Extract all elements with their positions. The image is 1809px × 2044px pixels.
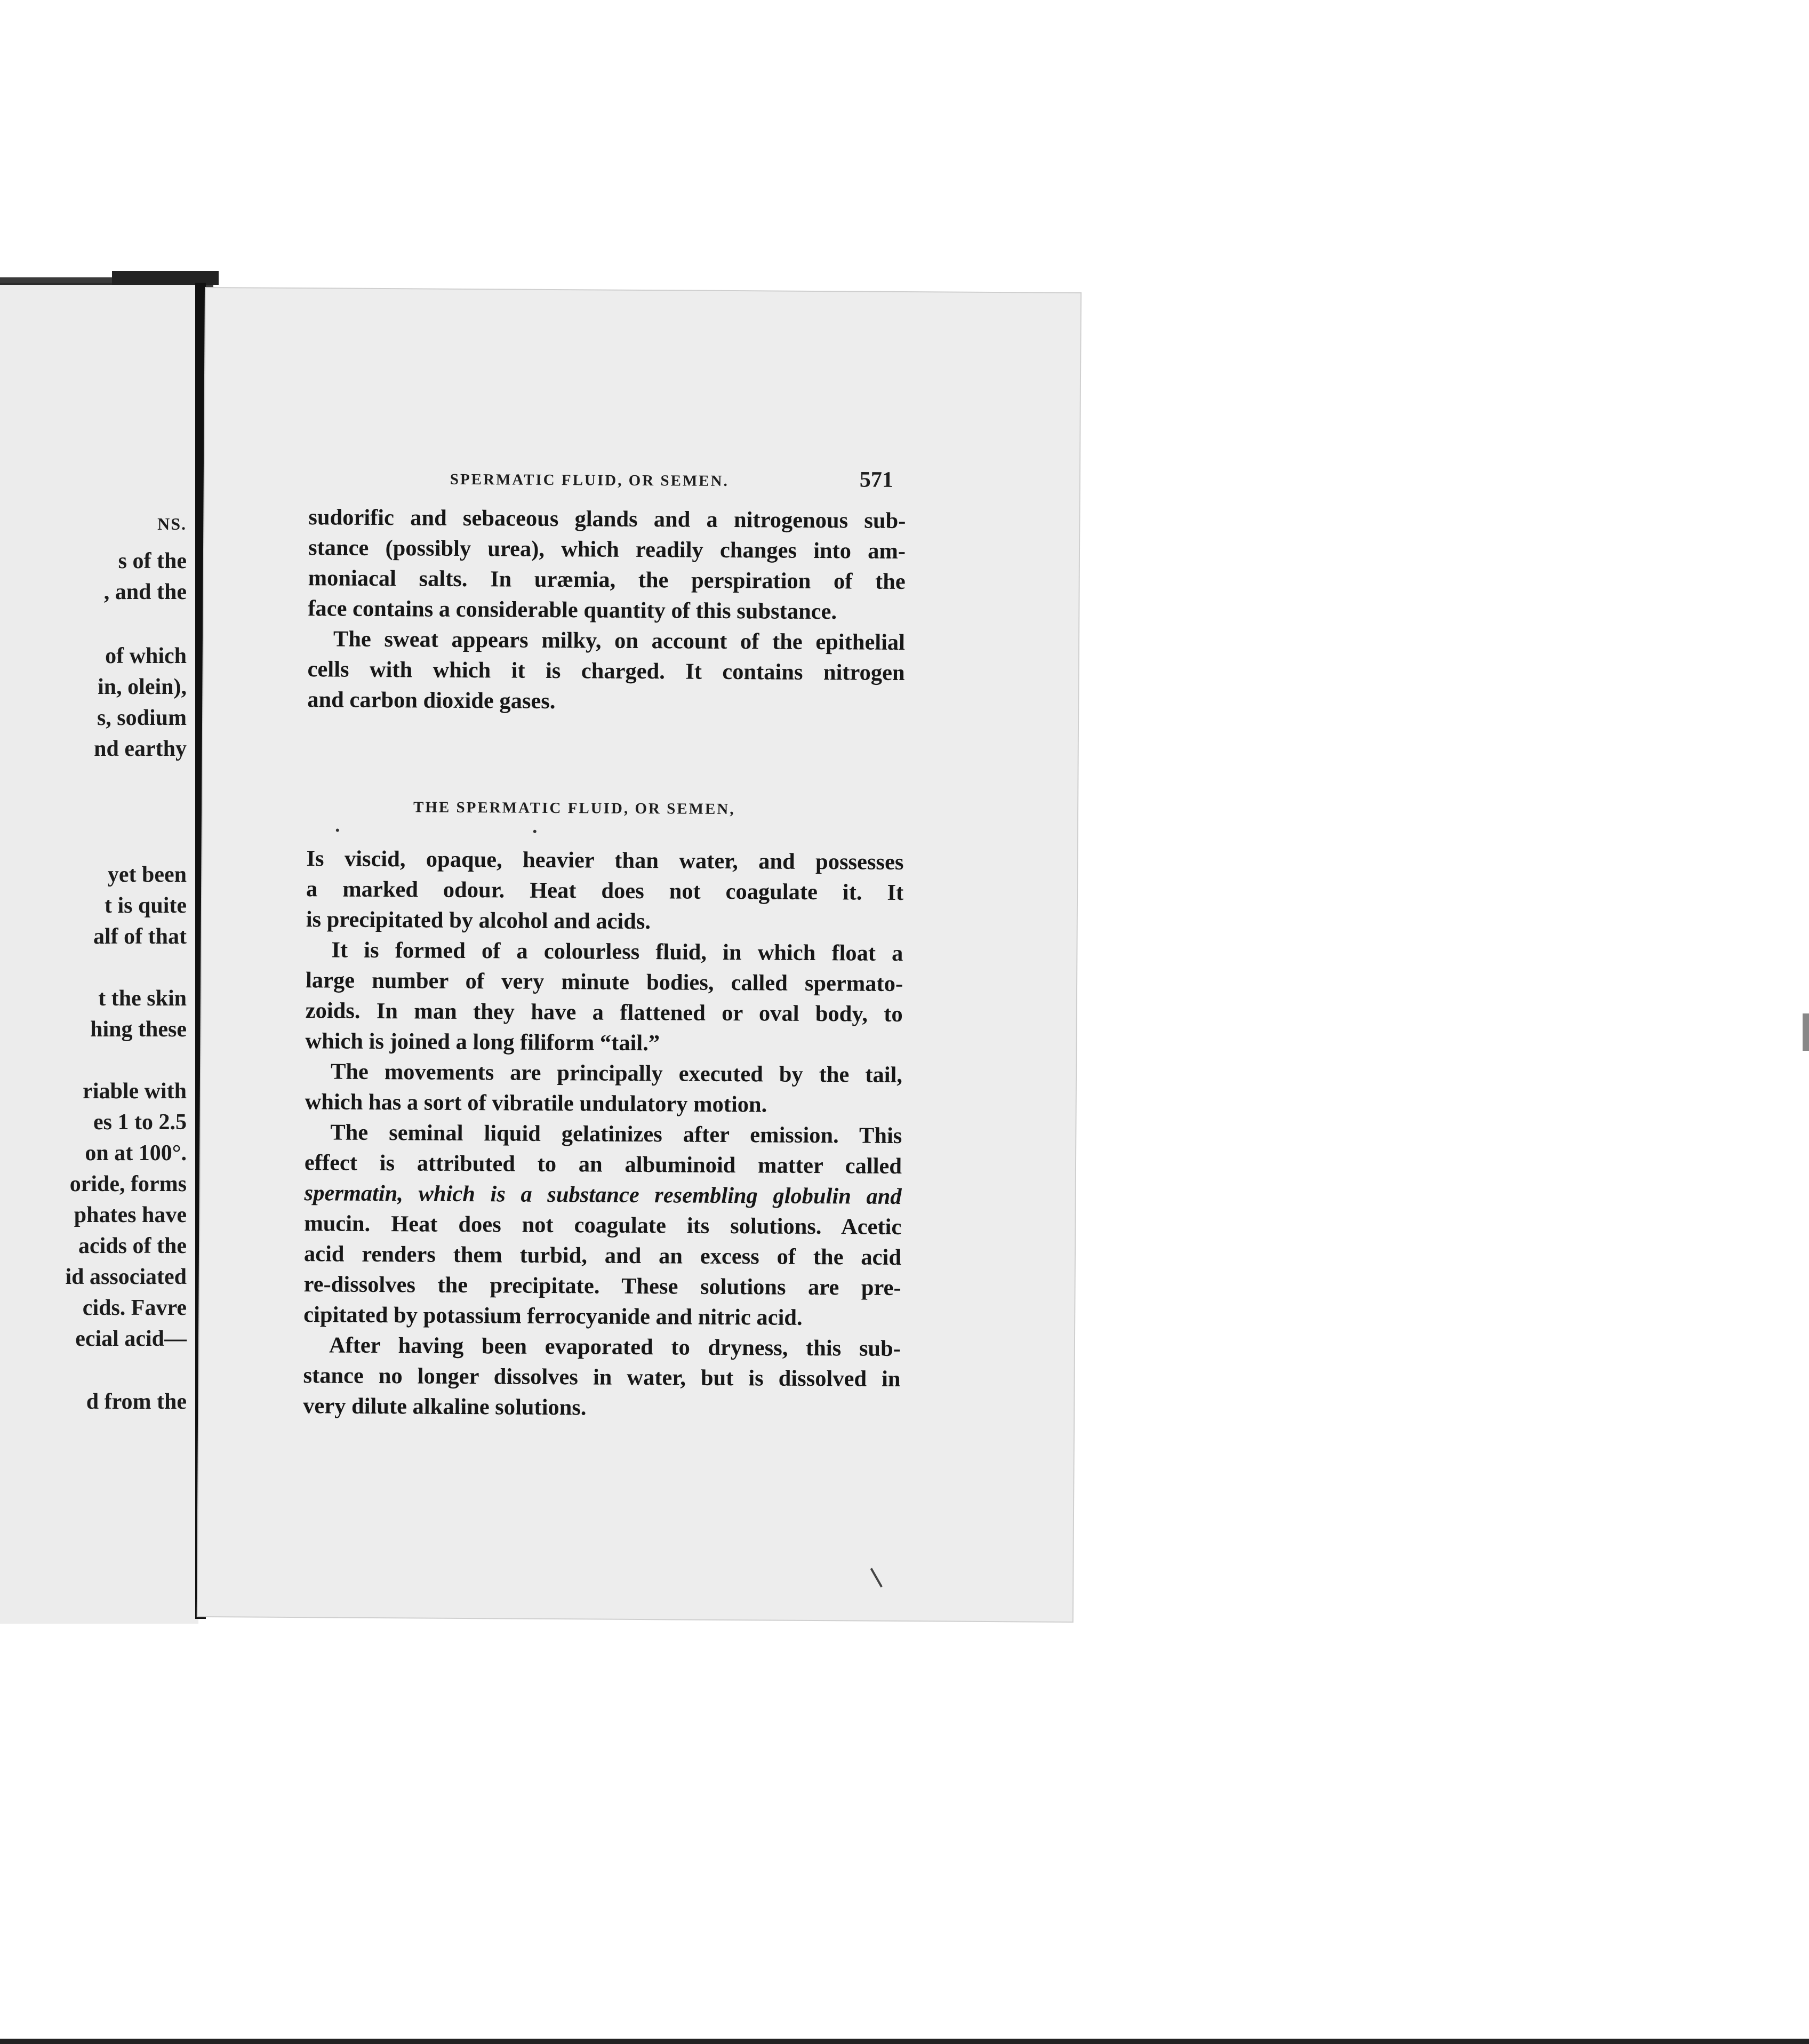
- left-line: s, sodium: [97, 706, 187, 730]
- left-line: cids. Favre: [82, 1296, 187, 1320]
- text-line: The movements are principally executed by the tail,: [330, 1059, 903, 1088]
- page-number: 571: [859, 467, 893, 492]
- scanner-bottom-edge: [0, 2039, 1809, 2044]
- text-line: a marked odour. Heat does not coagulate it. It: [306, 876, 904, 906]
- left-line: riable with: [83, 1079, 187, 1104]
- left-line: es 1 to 2.5: [93, 1110, 187, 1135]
- text-line: Is viscid, opaque, heavier than water, and possesses: [306, 846, 904, 875]
- left-line: id associated: [65, 1265, 187, 1289]
- text-line: face contains a considerable quantity of this substance.: [308, 596, 837, 625]
- left-line: alf of that: [93, 924, 187, 949]
- text-line: is precipitated by alcohol and acids.: [306, 907, 651, 935]
- text-line: mucin. Heat does not coagulate its solutions. Acetic: [304, 1211, 902, 1240]
- left-line: of which: [105, 644, 187, 668]
- left-line: on at 100°.: [85, 1141, 187, 1165]
- left-line: t is quite: [104, 893, 187, 918]
- text-line: which has a sort of vibratile undulatory motion.: [305, 1089, 767, 1117]
- text-line: It is formed of a colourless fluid, in which float a: [331, 937, 903, 967]
- left-line: NS.: [157, 514, 187, 533]
- text-line: cells with which it is charged. It contains nitrogen: [307, 657, 905, 686]
- text-line: stance (possibly urea), which readily changes into am-: [308, 535, 906, 564]
- text-line: After having been evaporated to dryness, this sub-: [329, 1332, 901, 1361]
- ink-speck: [533, 830, 537, 833]
- text-line: cipitated by potassium ferrocyanide and nitric acid.: [303, 1302, 803, 1330]
- page-scratch-mark: [870, 1568, 883, 1587]
- text-line: spermatin, which is a substance resembling globulin and: [304, 1180, 902, 1210]
- left-line: nd earthy: [94, 737, 187, 761]
- left-line: hing these: [90, 1017, 187, 1042]
- right-page: [198, 288, 1080, 1622]
- text-line: and carbon dioxide gases.: [307, 687, 556, 714]
- section-title: THE SPERMATIC FLUID, OR SEMEN,: [413, 799, 735, 818]
- left-line: yet been: [107, 863, 187, 887]
- left-line: s of the: [118, 549, 187, 573]
- left-line: phates have: [74, 1203, 187, 1227]
- left-line: in, olein),: [98, 675, 187, 699]
- ink-speck: [336, 829, 339, 832]
- left-line: d from the: [86, 1390, 187, 1414]
- text-line: The seminal liquid gelatinizes after emission. This: [330, 1120, 902, 1149]
- text-line: The sweat appears milky, on account of the epithelial: [333, 626, 906, 656]
- paragraph-semen: [303, 843, 904, 1425]
- text-line: stance no longer dissolves in water, but is dissolved in: [303, 1363, 901, 1392]
- left-line: acids of the: [78, 1234, 187, 1258]
- left-page: [0, 283, 198, 1624]
- text-line: moniacal salts. In uræmia, the perspiration of the: [308, 565, 906, 595]
- text-line: large number of very minute bodies, called spermato-: [305, 968, 903, 997]
- text-line: acid renders them turbid, and an excess of the acid: [303, 1241, 902, 1270]
- text-line: effect is attributed to an albuminoid matter called: [304, 1150, 902, 1179]
- scanner-edge-mark: [1803, 1013, 1809, 1051]
- left-line: , and the: [103, 580, 187, 604]
- left-line: t the skin: [98, 986, 187, 1011]
- left-line: ecial acid—: [75, 1327, 187, 1351]
- running-head: SPERMATIC FLUID, OR SEMEN.: [450, 470, 729, 490]
- text-line: which is joined a long filiform “tail.”: [305, 1028, 660, 1056]
- text-line: zoids. In man they have a flattened or oval body, to: [305, 998, 903, 1027]
- paragraph-1: [307, 502, 906, 718]
- text-line: very dilute alkaline solutions.: [303, 1393, 587, 1420]
- text-line: re-dissolves the precipitate. These solutions are pre-: [303, 1272, 901, 1300]
- text-line: sudorific and sebaceous glands and a nitrogenous sub-: [308, 505, 906, 534]
- left-line: oride, forms: [69, 1172, 187, 1196]
